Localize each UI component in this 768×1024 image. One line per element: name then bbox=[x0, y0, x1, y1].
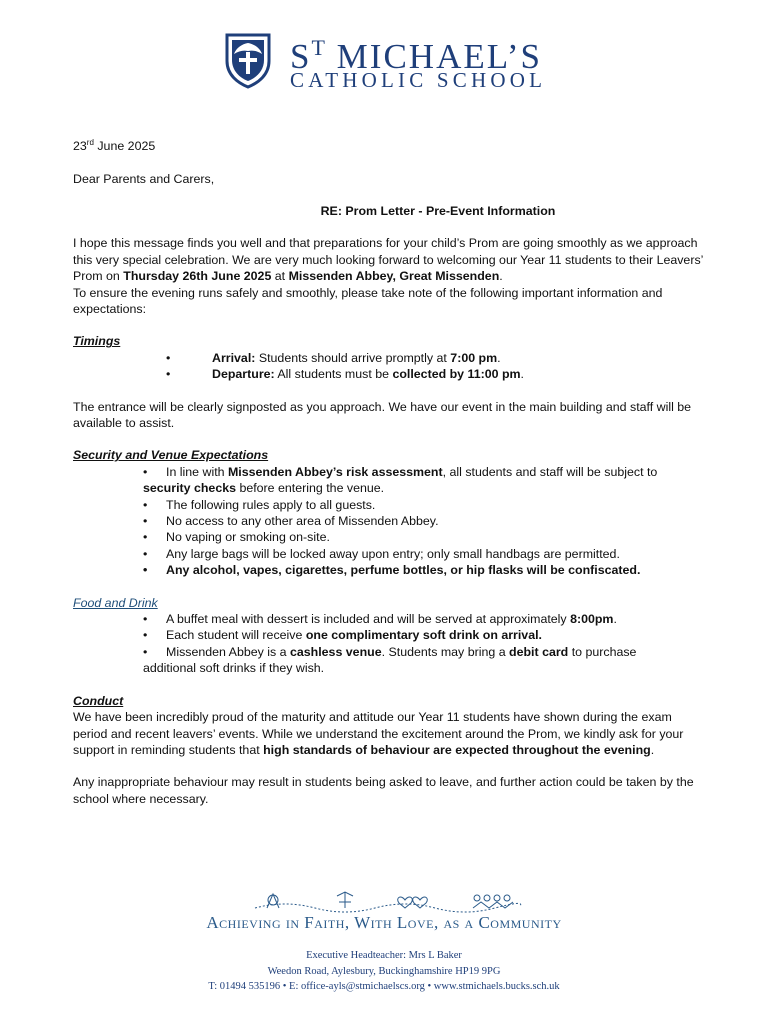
intro-date-bold: Thursday 26th June 2025 bbox=[123, 269, 272, 284]
list-item bbox=[73, 611, 703, 627]
security-text: , all students and staff will be subject to bbox=[442, 464, 658, 479]
date-rest: June 2025 bbox=[93, 139, 156, 154]
intro-text: . bbox=[499, 269, 503, 284]
list-item bbox=[73, 627, 703, 643]
contact-line: T: 01494 535196 • E: office-ayls@stmichaelscs.org • www.stmichaels.bucks.sch.uk bbox=[208, 981, 560, 992]
list-item bbox=[73, 464, 703, 497]
security-text: In line with bbox=[166, 464, 228, 479]
closing-paragraph: Any inappropriate behaviour may result in students being asked to leave, and further action could be taken by the school where necessary. bbox=[73, 775, 694, 806]
salutation: Dear Parents and Carers, bbox=[73, 171, 215, 186]
conduct-heading: Conduct bbox=[73, 693, 124, 708]
school-crest-icon bbox=[224, 31, 272, 89]
entrance-paragraph: The entrance will be clearly signposted as you approach. We have our event in the main building and staff will be available to assist. bbox=[73, 399, 692, 430]
conduct-text: We have been incredibly proud of the maturity and attitude our Year 11 students have shown during the exam period and recent leavers’ events. While we understand the excitement around the Prom, we kindly ask for your support in reminding students that bbox=[73, 710, 684, 757]
food-bold: one complimentary soft drink on arrival. bbox=[305, 628, 542, 643]
school-name-prefix: S bbox=[290, 37, 312, 76]
food-heading: Food and Drink bbox=[73, 595, 158, 610]
departure-time: collected by 11:00 pm bbox=[392, 367, 521, 382]
food-list bbox=[73, 611, 703, 677]
food-text: . bbox=[613, 612, 617, 627]
school-subtitle: CATHOLIC SCHOOL bbox=[290, 68, 547, 92]
footer-contact-block bbox=[0, 948, 768, 995]
food-bold: cashless venue bbox=[289, 644, 382, 659]
departure-text: All students must be bbox=[274, 367, 393, 382]
intro-text: at bbox=[271, 269, 289, 284]
security-bold: security checks bbox=[143, 481, 236, 496]
food-text: to purchase bbox=[568, 644, 637, 659]
list-item: • The following rules apply to all guests. bbox=[73, 497, 703, 513]
conduct-bold: high standards of behaviour are expected throughout the evening bbox=[263, 742, 651, 757]
list-item: • No access to any other area of Missenden Abbey. bbox=[73, 513, 703, 529]
letter-date bbox=[73, 135, 703, 155]
food-text: A buffet meal with dessert is included and will be served at approximately bbox=[166, 612, 571, 627]
school-motto: Achieving in Faith, With Love, as a Community bbox=[206, 913, 562, 932]
arrival-label: Arrival: bbox=[212, 350, 256, 365]
intro-venue-bold: Missenden Abbey, Great Missenden bbox=[288, 269, 500, 284]
departure-end: . bbox=[520, 367, 524, 382]
food-text: additional soft drinks if they wish. bbox=[143, 661, 325, 676]
timings-list bbox=[73, 350, 703, 383]
arrival-end: . bbox=[497, 350, 501, 365]
arrival-text: Students should arrive promptly at bbox=[255, 350, 451, 365]
date-day: 23 bbox=[73, 139, 87, 154]
date-suffix: rd bbox=[86, 138, 94, 147]
conduct-paragraph bbox=[73, 709, 703, 758]
intro-paragraph-2: To ensure the evening runs safely and smoothly, please take note of the following important information and expectations: bbox=[73, 285, 663, 316]
letterhead bbox=[0, 28, 768, 98]
timings-heading: Timings bbox=[73, 334, 121, 349]
list-item: • Any alcohol, vapes, cigarettes, perfume bottles, or hip flasks will be confiscated. bbox=[73, 562, 703, 578]
food-text: Missenden Abbey is a bbox=[166, 644, 290, 659]
list-item: • No vaping or smoking on-site. bbox=[73, 529, 703, 545]
list-item: • Any large bags will be locked away upon entry; only small handbags are permitted. bbox=[73, 546, 703, 562]
security-list bbox=[73, 464, 703, 579]
food-text: Each student will receive bbox=[166, 628, 306, 643]
intro-paragraph bbox=[73, 235, 703, 284]
security-bold: Missenden Abbey’s risk assessment bbox=[227, 464, 443, 479]
food-bold: debit card bbox=[509, 644, 569, 659]
intro-text: I hope this message finds you well and that preparations for your child’s Prom are going smoothly as we approach this very special celebration. We are very much looking forward to welcoming our Year 11 students to their Leavers’ Prom on bbox=[73, 236, 703, 284]
headteacher-line: Executive Headteacher: Mrs L Baker bbox=[306, 950, 462, 961]
departure-label: Departure: bbox=[212, 367, 275, 382]
subject-line: RE: Prom Letter - Pre-Event Information bbox=[320, 203, 556, 218]
security-heading: Security and Venue Expectations bbox=[73, 448, 269, 463]
list-item bbox=[73, 644, 703, 677]
conduct-text: . bbox=[650, 742, 655, 757]
letter-body bbox=[73, 135, 703, 823]
address-line: Weedon Road, Aylesbury, Buckinghamshire HP19 9PG bbox=[267, 965, 501, 977]
school-name-main: MICHAEL’S bbox=[336, 37, 543, 76]
food-text: . Students may bring a bbox=[381, 644, 510, 659]
list-item bbox=[73, 366, 703, 382]
school-name-superscript: T bbox=[311, 35, 326, 60]
list-item bbox=[73, 350, 703, 366]
food-bold: 8:00pm bbox=[570, 612, 614, 627]
security-text: before entering the venue. bbox=[236, 481, 385, 496]
arrival-time: 7:00 pm bbox=[450, 350, 498, 365]
